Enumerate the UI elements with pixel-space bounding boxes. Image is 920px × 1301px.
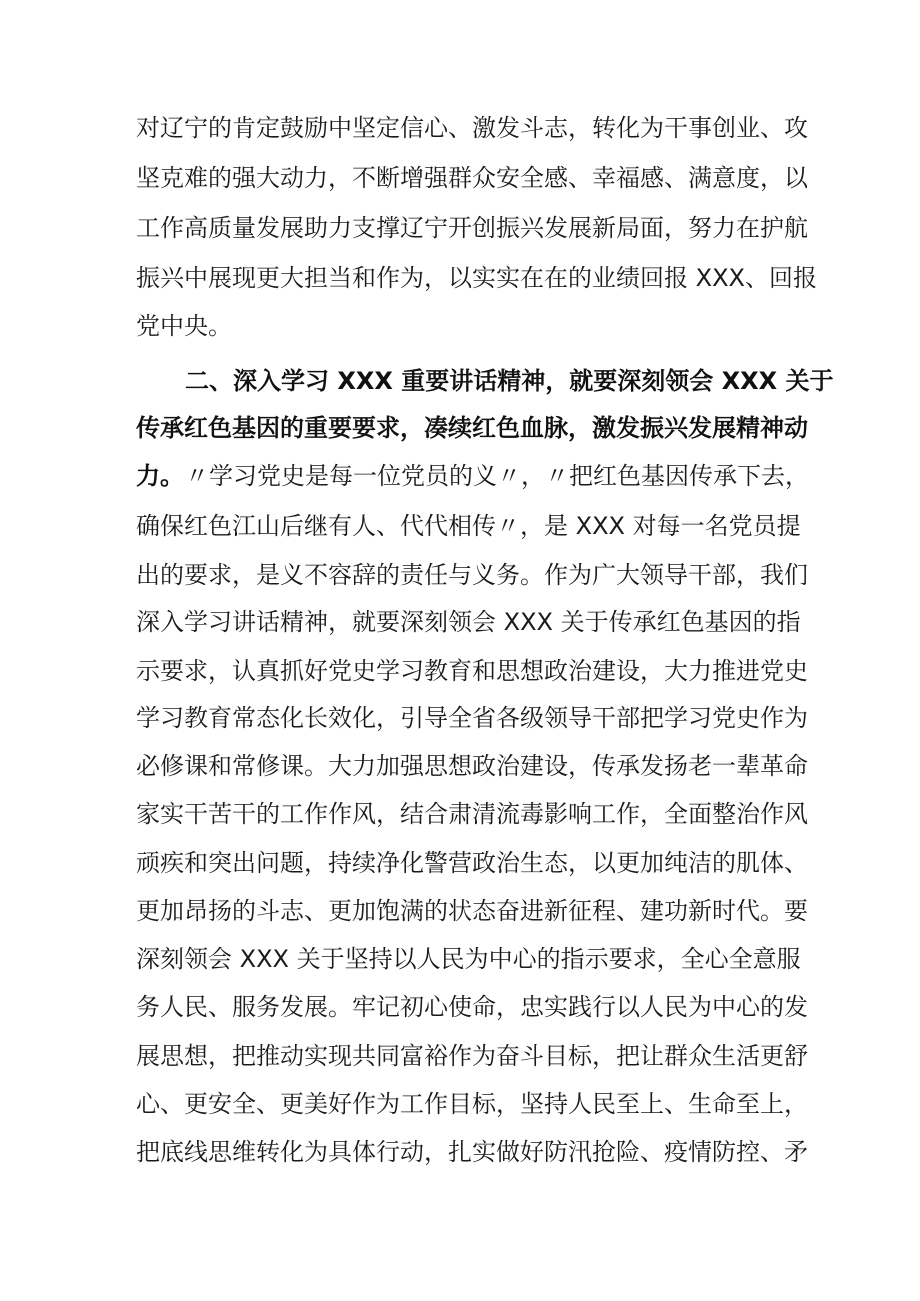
paragraph-line: 对辽宁的肯定鼓励中坚定信心、激发斗志，转化为干事创业、攻 bbox=[136, 114, 808, 142]
paragraph-line: 学习教育常态化长效化，引导全省各级领导干部把学习党史作为 bbox=[136, 704, 808, 732]
paragraph-line: 坚克难的强大动力，不断增强群众安全感、幸福感、满意度，以 bbox=[136, 164, 808, 192]
paragraph-line: 顽疾和突出问题，持续净化警营政治生态，以更加纯洁的肌体、 bbox=[136, 849, 808, 877]
paragraph-line: 深刻领会 XXX 关于坚持以人民为中心的指示要求，全心全意服 bbox=[136, 945, 801, 973]
paragraph-line: 出的要求，是义不容辞的责任与义务。作为广大领导干部，我们 bbox=[136, 561, 808, 589]
paragraph-line: 党中央。 bbox=[136, 312, 232, 340]
paragraph-line: 确保红色江山后继有人、代代相传〃，是 XXX 对每一名党员提 bbox=[136, 512, 801, 540]
paragraph-line: 把底线思维转化为具体行动，扎实做好防汛抢险、疫情防控、矛 bbox=[136, 1138, 808, 1166]
paragraph-line: 心、更安全、更美好作为工作目标，坚持人民至上、生命至上， bbox=[136, 1090, 808, 1118]
section-heading-line: 力。 bbox=[136, 462, 184, 490]
paragraph-line: 务人民、服务发展。牢记初心使命，忠实践行以人民为中心的发 bbox=[136, 993, 808, 1021]
paragraph-line: 家实干苦干的工作作风，结合肃清流毒影响工作，全面整治作风 bbox=[136, 800, 808, 828]
section-heading-line: 传承红色基因的重要要求，凑续红色血脉，激发振兴发展精神动 bbox=[136, 414, 808, 442]
section-heading-line: 二、深入学习 XXX 重要讲话精神，就要深刻领会 XXX 关于 bbox=[185, 367, 834, 395]
paragraph-line: 更加昂扬的斗志、更加饱满的状态奋进新征程、建功新时代。要 bbox=[136, 897, 808, 925]
paragraph-line: 必修课和常修课。大力加强思想政治建设，传承发扬老一辈革命 bbox=[136, 752, 808, 780]
paragraph-line: 深入学习讲话精神，就要深刻领会 XXX 关于传承红色基因的指 bbox=[136, 608, 801, 636]
paragraph-line: 〃学习党史是每一位党员的义〃，〃把红色基因传承下去， bbox=[185, 462, 809, 490]
paragraph-line: 展思想，把推动实现共同富裕作为奋斗目标，把让群众生活更舒 bbox=[136, 1042, 808, 1070]
paragraph-line: 工作高质量发展助力支撑辽宁开创振兴发展新局面，努力在护航 bbox=[136, 214, 808, 242]
paragraph-line: 振兴中展现更大担当和作为，以实实在在的业绩回报 XXX、回报 bbox=[136, 264, 817, 292]
paragraph-line: 示要求，认真抓好党史学习教育和思想政治建设，大力推进党史 bbox=[136, 657, 808, 685]
